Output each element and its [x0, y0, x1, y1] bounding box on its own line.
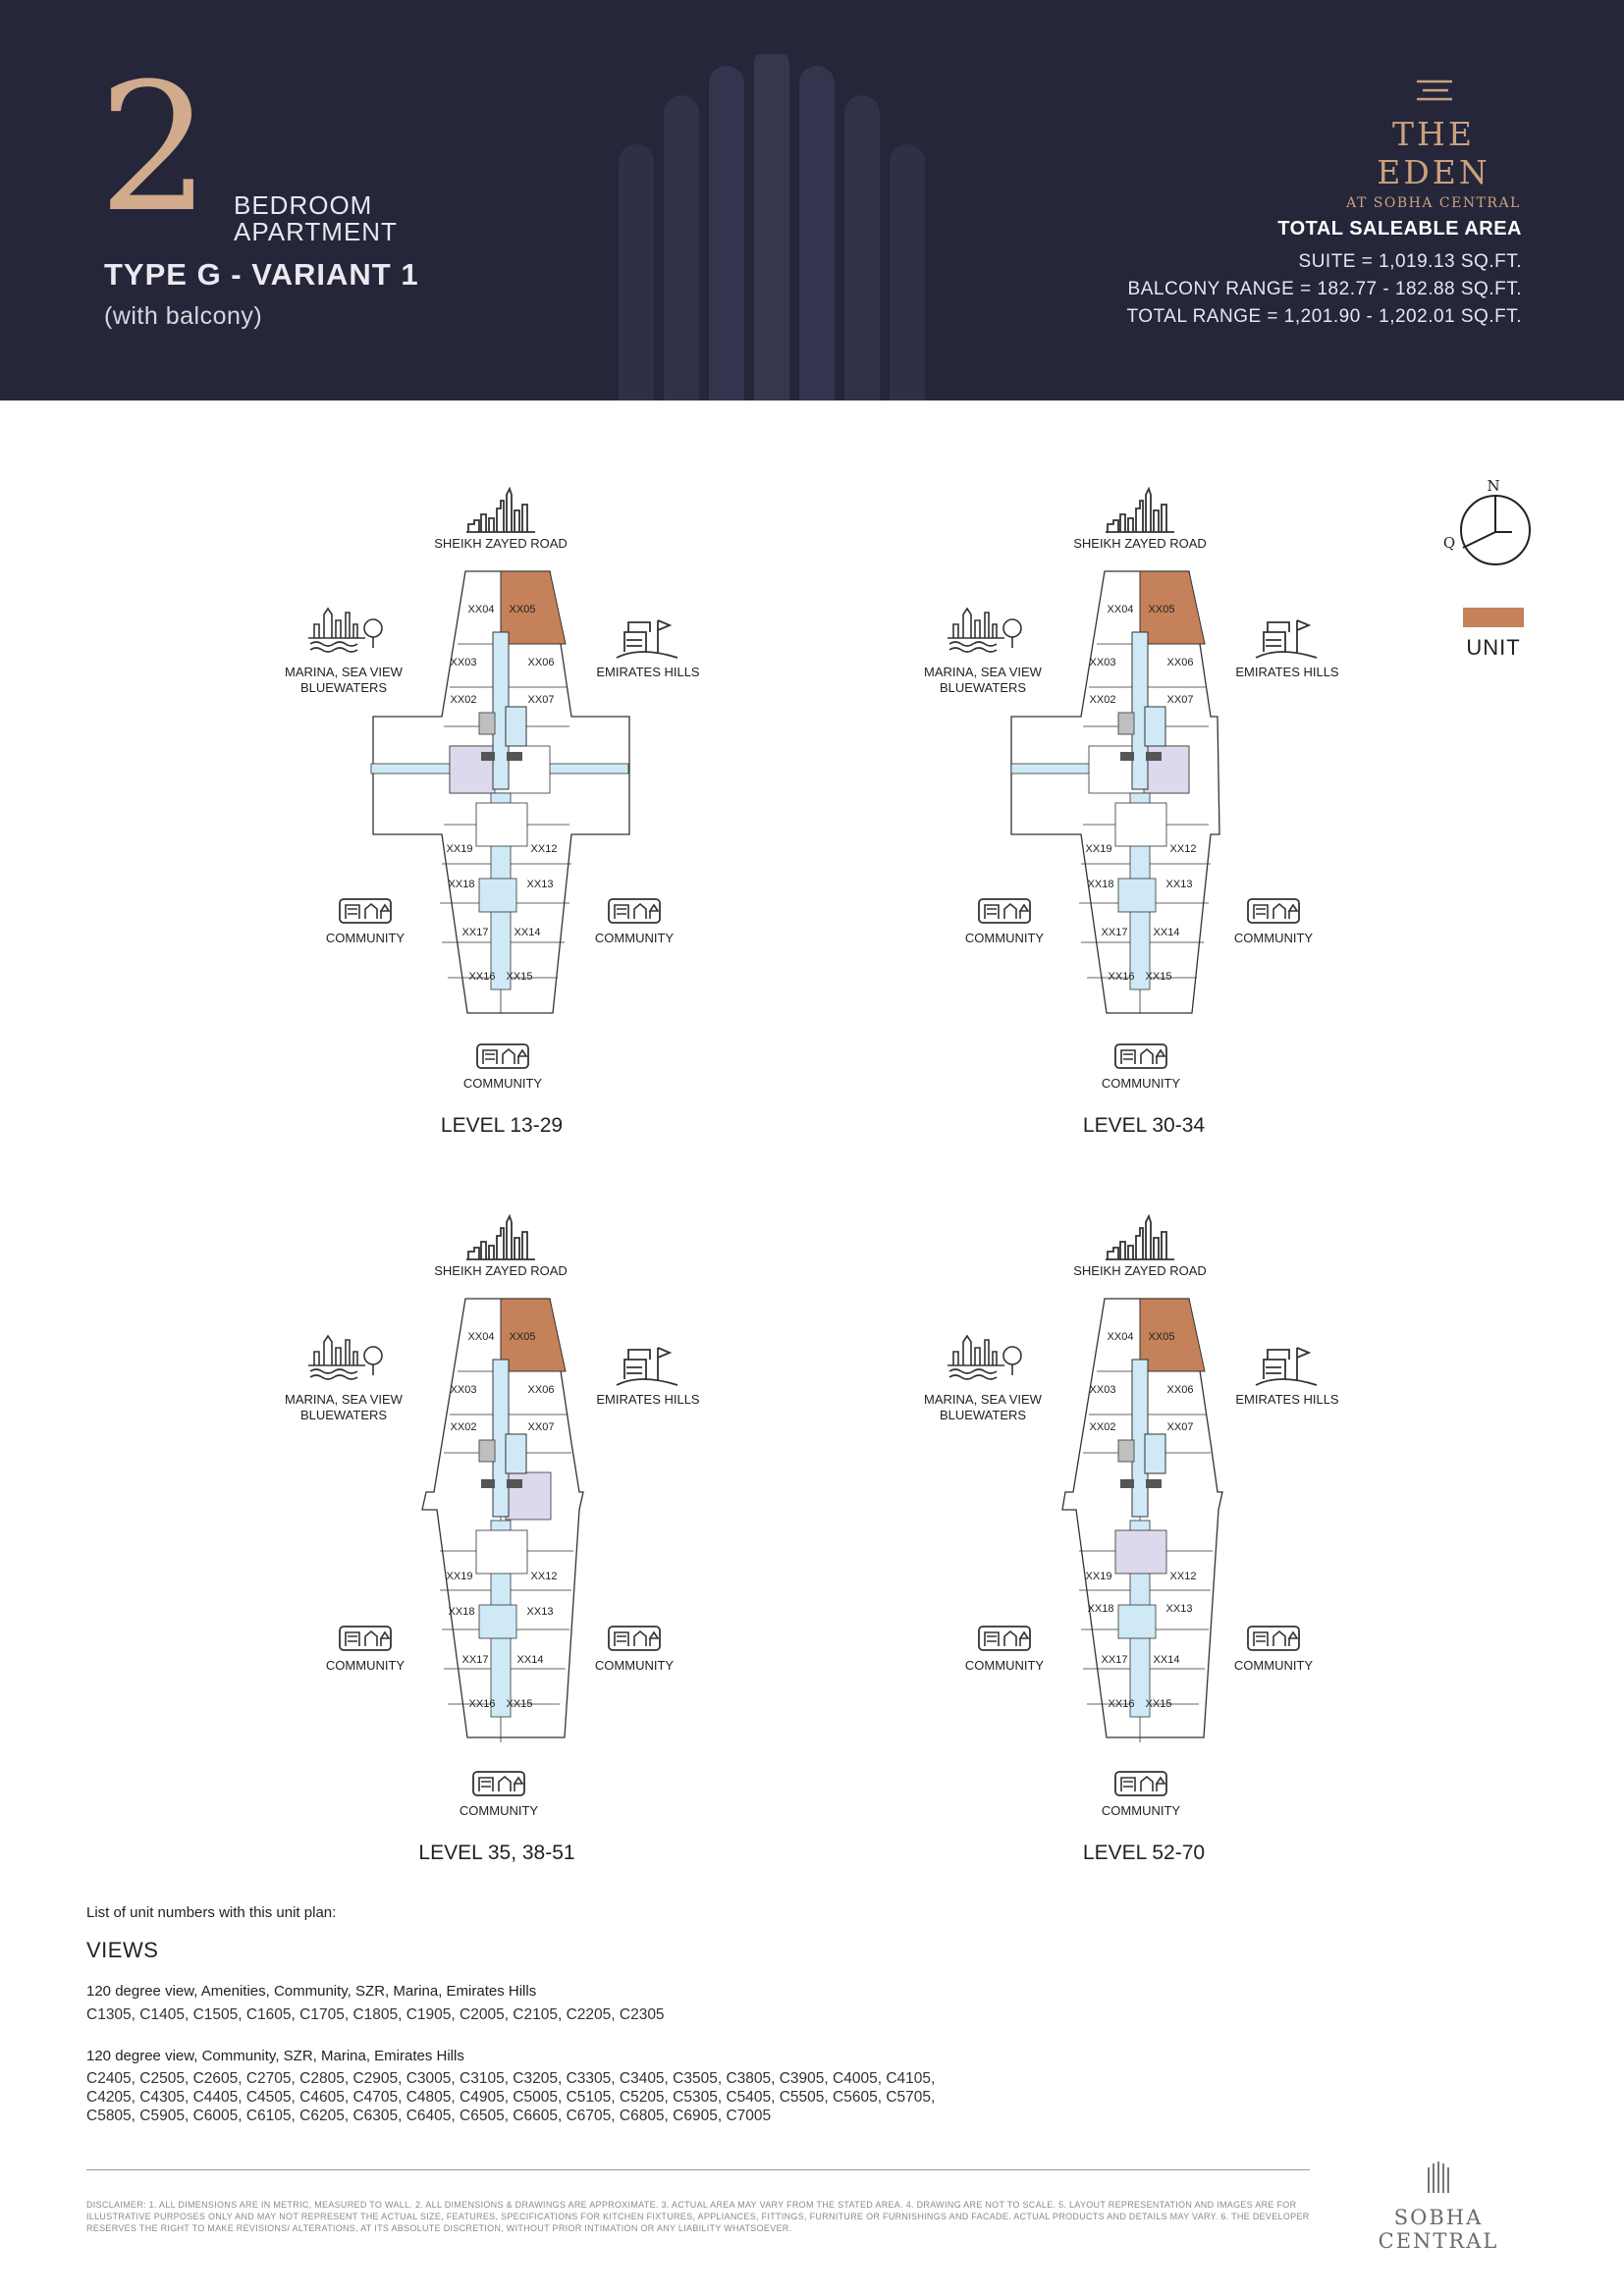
disclaimer: DISCLAIMER: 1. ALL DIMENSIONS ARE IN METRIC, MEASURED TO WALL. 2. ALL DIMENSIONS & DRAWINGS ARE APPROXIMATE. 3. ACTUAL AREA MAY VARY FROM THE STATED AREA. 4. DRAWING ARE NOT TO SCALE. 5. LAYOUT REPRESENTATION AND IMAGES ARE FOR ILLUSTRATIVE PURPOSES ONLY AND MAY NOT REPRESENT THE ACTUAL SIZE, FEATURES, SPECIFICATIONS FOR KITCHEN FIXTURES, APPLIANCES, FITTINGS, FURNITURE OR FURNISHINGS AND FACADE. ACTUAL PRODUCTS AND DETAILS MAY VARY. 6. THE DEVELOPER RESERVES THE RIGHT TO MAKE REVISIONS/ ALTERATIONS, AT ITS ABSOLUTE DISCRETION, WITHOUT PRIOR INTIMATION OR ANY LIABILITY WHATSOEVER.: [86, 2200, 1310, 2233]
sobha-logo-text: SOBHA CENTRAL: [1378, 2206, 1499, 2253]
unit-label: XX05: [1148, 604, 1175, 615]
marina-icon: [308, 1336, 382, 1379]
community-icon: [477, 1044, 528, 1068]
community-label-south: COMMUNITY: [1101, 1803, 1181, 1818]
unit-label: XX13: [1165, 879, 1193, 890]
emirates-hills-icon: [617, 1348, 677, 1385]
community-icon: [1115, 1772, 1166, 1795]
unit-label: XX14: [516, 1654, 544, 1666]
unit-label: XX04: [1107, 604, 1134, 615]
community-icon: [1248, 899, 1299, 923]
unit-label: XX15: [1145, 971, 1172, 983]
floor-plan-1: [285, 489, 700, 1137]
unit-label: XX07: [1166, 1421, 1194, 1433]
unit-label: XX12: [1169, 1571, 1197, 1582]
road-label: SHEIKH ZAYED ROAD: [1073, 536, 1207, 551]
unit-label: XX04: [467, 1331, 495, 1343]
unit-label: XX06: [527, 1384, 555, 1396]
skyline-icon: [466, 489, 535, 532]
unit-label: XX15: [506, 1698, 533, 1710]
building-outline: [1011, 571, 1219, 1013]
header-banner: [0, 0, 1624, 400]
unit-label: XX05: [509, 604, 536, 615]
view-2-title: 120 degree view, Community, SZR, Marina, Emirates Hills: [86, 2048, 464, 2064]
level-label: LEVEL 52-70: [1082, 1842, 1206, 1864]
unit-label: XX07: [527, 1421, 555, 1433]
unit-label: XX15: [1145, 1698, 1172, 1710]
unit-label: XX02: [1089, 1421, 1116, 1433]
bluewaters-label: BLUEWATERS: [299, 1408, 388, 1422]
community-label-south: COMMUNITY: [459, 1803, 539, 1818]
emirates-hills-icon: [1256, 1348, 1317, 1385]
floor-plan-3: [285, 1216, 700, 1864]
community-icon: [1115, 1044, 1166, 1068]
road-label: SHEIKH ZAYED ROAD: [434, 1263, 568, 1278]
apartment-label: APARTMENT: [234, 217, 398, 246]
logo-subtitle: AT SOBHA CENTRAL: [1346, 195, 1521, 211]
bluewaters-label: BLUEWATERS: [939, 1408, 1027, 1422]
emirates-hills-icon: [617, 620, 677, 658]
unit-label: XX07: [527, 694, 555, 706]
unit-label: XX14: [514, 927, 541, 938]
marina-icon: [308, 609, 382, 652]
emirates-hills-label: EMIRATES HILLS: [1235, 665, 1339, 679]
level-label: LEVEL 13-29: [440, 1114, 564, 1137]
community-icon: [340, 1627, 391, 1650]
unit-label: XX18: [1087, 879, 1114, 890]
view-2-units-line2: C4205, C4305, C4405, C4505, C4605, C4705, C4805, C4905, C5005, C5105, C5205, C5305, C5405, C5505, C5605, C5705,: [86, 2089, 936, 2106]
unit-label: XX06: [1166, 657, 1194, 668]
unit-type-title: TYPE G - VARIANT 1: [104, 257, 419, 292]
unit-label: XX19: [446, 843, 473, 855]
unit-legend-label: UNIT: [1466, 635, 1521, 660]
balcony-range: BALCONY RANGE = 182.77 - 182.88 SQ.FT.: [1127, 279, 1522, 299]
community-icon: [340, 899, 391, 923]
community-label-east: COMMUNITY: [1233, 931, 1314, 945]
unit-label: XX16: [1108, 971, 1135, 983]
community-label-east: COMMUNITY: [594, 931, 675, 945]
unit-label: XX14: [1153, 927, 1180, 938]
floor-plan-2: [924, 489, 1339, 1137]
sobha-central-logo: [1335, 2160, 1542, 2253]
unit-label: XX18: [448, 879, 475, 890]
community-label-south: COMMUNITY: [462, 1076, 543, 1091]
community-icon: [979, 1627, 1030, 1650]
unit-label: XX05: [1148, 1331, 1175, 1343]
community-label-south: COMMUNITY: [1101, 1076, 1181, 1091]
marina-label: MARINA, SEA VIEW: [285, 1392, 403, 1407]
unit-label: XX03: [1089, 657, 1116, 668]
area-title: TOTAL SALEABLE AREA: [1277, 218, 1522, 240]
compass: [1434, 471, 1542, 579]
community-icon: [609, 899, 660, 923]
building-outline: [1062, 1299, 1222, 1742]
unit-label: XX02: [1089, 694, 1116, 706]
unit-legend: [1463, 608, 1524, 661]
unit-label: XX13: [526, 1606, 554, 1618]
unit-type-subtitle: (with balcony): [104, 302, 263, 330]
community-label-east: COMMUNITY: [1233, 1658, 1314, 1673]
bedroom-label: BEDROOM: [234, 190, 373, 220]
marina-label: MARINA, SEA VIEW: [924, 1392, 1042, 1407]
emirates-hills-icon: [1256, 620, 1317, 658]
unit-label: XX02: [450, 694, 477, 706]
eden-logo: [1335, 77, 1532, 211]
unit-label: XX17: [1101, 1654, 1128, 1666]
unit-label: XX17: [461, 1654, 489, 1666]
unit-label: XX19: [1085, 843, 1112, 855]
area-summary: [1127, 218, 1522, 331]
sobha-logo-icon: [1424, 2160, 1453, 2195]
building-outline: [371, 571, 629, 1013]
compass-north-label: N: [1487, 477, 1500, 495]
unit-label: XX04: [1107, 1331, 1134, 1343]
community-label-west: COMMUNITY: [964, 931, 1045, 945]
unit-label: XX12: [530, 1571, 558, 1582]
community-icon: [473, 1772, 524, 1795]
unit-label: XX16: [468, 971, 496, 983]
unit-label: XX13: [526, 879, 554, 890]
unit-label: XX16: [1108, 1698, 1135, 1710]
community-label-east: COMMUNITY: [594, 1658, 675, 1673]
compass-q-label: Q: [1442, 534, 1456, 552]
unit-label: XX14: [1153, 1654, 1180, 1666]
unit-label: XX17: [1101, 927, 1128, 938]
unit-label: XX03: [450, 657, 477, 668]
unit-label: XX05: [509, 1331, 536, 1343]
skyline-icon: [1106, 1216, 1174, 1259]
unit-label: XX15: [506, 971, 533, 983]
marina-icon: [947, 1336, 1021, 1379]
unit-label: XX16: [468, 1698, 496, 1710]
unit-list-intro: List of unit numbers with this unit plan:: [86, 1904, 337, 1921]
community-label-west: COMMUNITY: [325, 931, 406, 945]
unit-label: XX02: [450, 1421, 477, 1433]
bluewaters-label: BLUEWATERS: [939, 680, 1027, 695]
level-label: LEVEL 35, 38-51: [418, 1842, 575, 1864]
unit-label: XX13: [1165, 1603, 1193, 1615]
building-outline: [422, 1299, 583, 1742]
community-label-west: COMMUNITY: [325, 1658, 406, 1673]
emirates-hills-label: EMIRATES HILLS: [1235, 1392, 1339, 1407]
unit-label: XX18: [448, 1606, 475, 1618]
footer-divider: [86, 2169, 1310, 2170]
marina-icon: [947, 609, 1021, 652]
unit-label: XX06: [527, 657, 555, 668]
community-icon: [979, 899, 1030, 923]
unit-label: XX12: [530, 843, 558, 855]
unit-label: XX03: [450, 1384, 477, 1396]
community-icon: [609, 1627, 660, 1650]
bluewaters-label: BLUEWATERS: [299, 680, 388, 695]
marina-label: MARINA, SEA VIEW: [285, 665, 403, 679]
unit-label: XX04: [467, 604, 495, 615]
community-label-west: COMMUNITY: [964, 1658, 1045, 1673]
floor-plans-area: [0, 400, 1624, 1893]
marina-label: MARINA, SEA VIEW: [924, 665, 1042, 679]
emirates-hills-label: EMIRATES HILLS: [596, 1392, 700, 1407]
view-2-units-line3: C5805, C5905, C6005, C6105, C6205, C6305, C6405, C6505, C6605, C6705, C6805, C6905, C7005: [86, 2108, 772, 2124]
community-icon: [1248, 1627, 1299, 1650]
view-2-units-line1: C2405, C2505, C2605, C2705, C2805, C2905, C3005, C3105, C3205, C3305, C3405, C3505, C3805, C3905, C4005, C4105,: [86, 2070, 936, 2087]
unit-label: XX07: [1166, 694, 1194, 706]
unit-label: XX12: [1169, 843, 1197, 855]
unit-label: XX19: [1085, 1571, 1112, 1582]
unit-label: XX06: [1166, 1384, 1194, 1396]
level-label: LEVEL 30-34: [1082, 1114, 1206, 1137]
road-label: SHEIKH ZAYED ROAD: [434, 536, 568, 551]
road-label: SHEIKH ZAYED ROAD: [1073, 1263, 1207, 1278]
suite-area: SUITE = 1,019.13 SQ.FT.: [1298, 251, 1522, 272]
logo-title: THE EDEN: [1377, 115, 1490, 191]
view-1-units: C1305, C1405, C1505, C1605, C1705, C1805, C1905, C2005, C2105, C2205, C2305: [86, 2006, 665, 2023]
total-range: TOTAL RANGE = 1,201.90 - 1,202.01 SQ.FT.: [1126, 306, 1522, 327]
eden-logo-icon: [1409, 77, 1458, 106]
view-1-title: 120 degree view, Amenities, Community, SZR, Marina, Emirates Hills: [86, 1983, 537, 2000]
unit-label: XX03: [1089, 1384, 1116, 1396]
skyline-icon: [466, 1216, 535, 1259]
bedroom-count: 2: [98, 46, 211, 251]
unit-label: XX18: [1087, 1603, 1114, 1615]
skyline-icon: [1106, 489, 1174, 532]
floor-plan-4: [924, 1216, 1339, 1864]
unit-color-swatch: [1463, 608, 1524, 627]
tower-decoration: [619, 54, 1011, 400]
unit-label: XX17: [461, 927, 489, 938]
emirates-hills-label: EMIRATES HILLS: [596, 665, 700, 679]
unit-label: XX19: [446, 1571, 473, 1582]
views-heading: VIEWS: [86, 1938, 159, 1962]
